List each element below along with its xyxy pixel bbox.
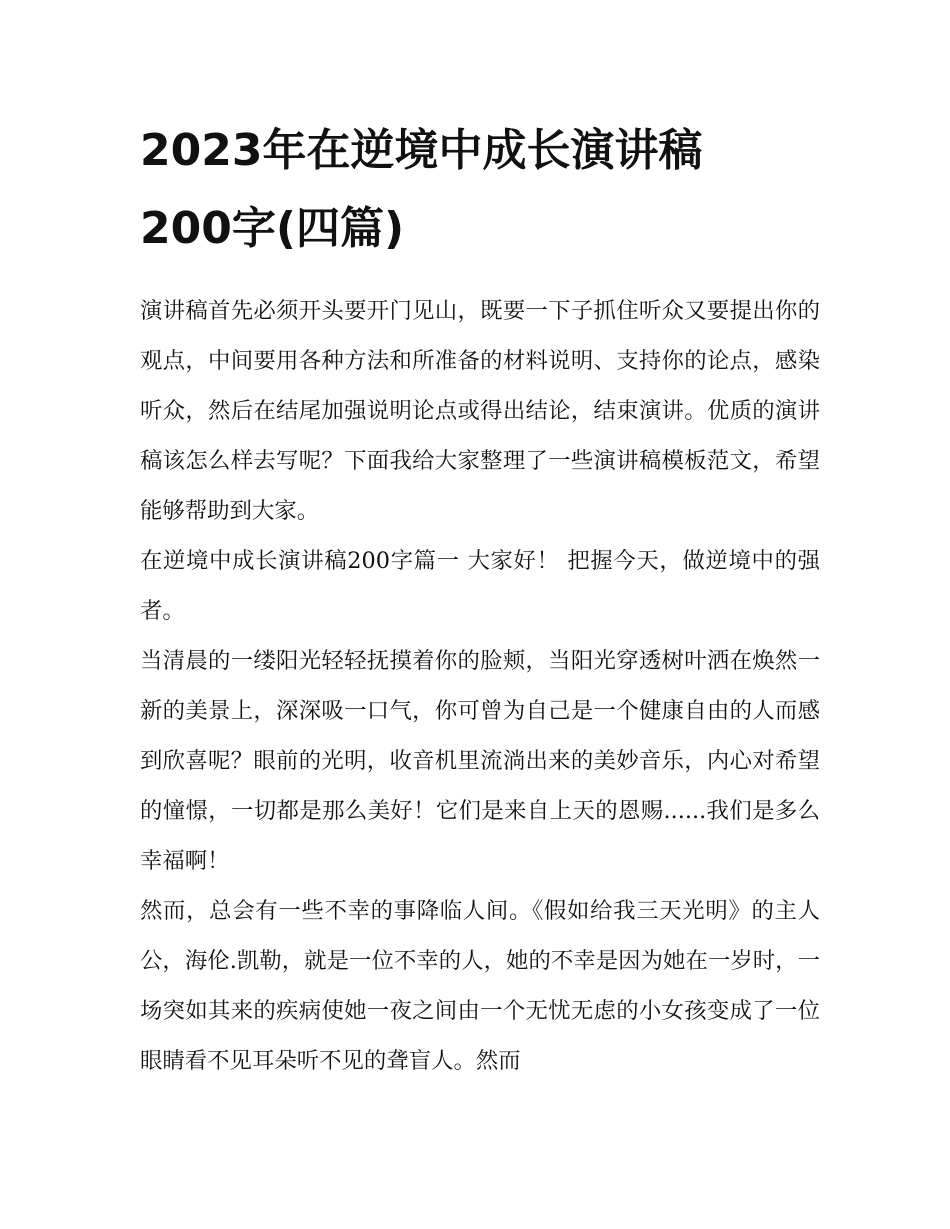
- document-page: [140, 112, 820, 1086]
- paragraph-helen-keller: 然而，总会有一些不幸的事降临人间。《假如给我三天光明》的主人公，海伦.凯勒，就是一位不幸的人，她的不幸是因为她在一岁时，一场突如其来的疾病使她一夜之间由一个无忧无虑的小女孩变成了一位眼睛看不见耳朵听不见的聋盲人。然而: [140, 898, 820, 1074]
- document-title: 2023年在逆境中成长演讲稿200字(四篇): [140, 125, 703, 254]
- paragraph-speech-opening: 在逆境中成长演讲稿200字篇一 大家好！ 把握今天，做逆境中的强者。: [140, 548, 820, 624]
- paragraph-morning-sunlight: 当清晨的一缕阳光轻轻抚摸着你的脸颊，当阳光穿透树叶洒在焕然一新的美景上，深深吸一口气，你可曾为自己是一个健康自由的人而感到欣喜呢？眼前的光明，收音机里流淌出来的美妙音乐，内心对希望的憧憬，一切都是那么美好！它们是来自上天的恩赐......我们是多么幸福啊！: [140, 648, 820, 874]
- paragraph-intro: 演讲稿首先必须开头要开门见山，既要一下子抓住听众又要提出你的观点，中间要用各种方法和所准备的材料说明、支持你的论点，感染听众，然后在结尾加强说明论点或得出结论，结束演讲。优质的演讲稿该怎么样去写呢？下面我给大家整理了一些演讲稿模板范文，希望能够帮助到大家。: [140, 298, 820, 524]
